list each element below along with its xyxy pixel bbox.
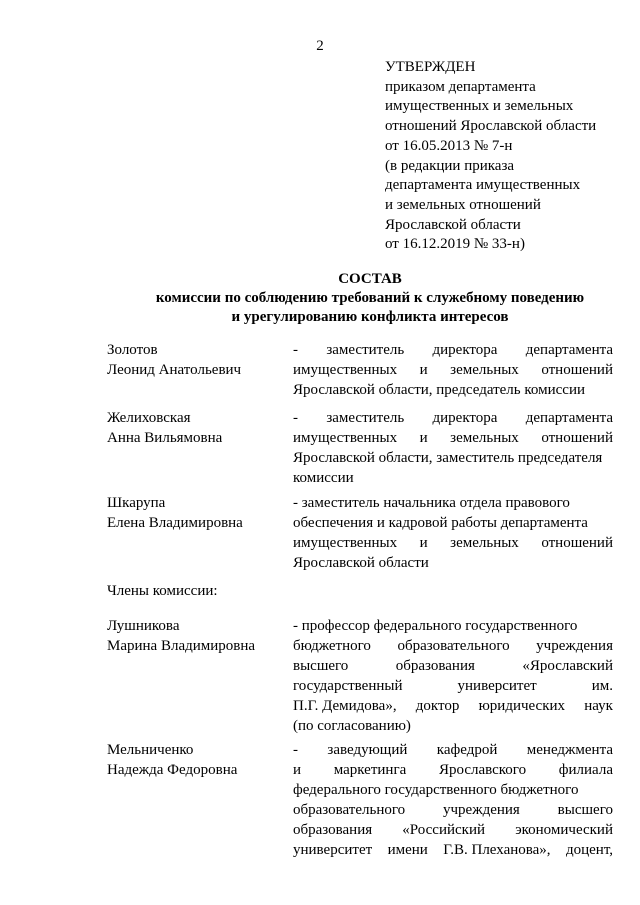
member-role (293, 740, 613, 860)
approval-line: Ярославской области (385, 216, 521, 233)
member-surname: Мельниченко (107, 742, 194, 758)
role-line: - заместитель директора департамента (293, 410, 613, 426)
heading-subtitle: комиссии по соблюдению требований к служебному поведению (155, 290, 585, 306)
role-line: комиссии (293, 470, 354, 486)
role-line: образования «Российский экономический (293, 822, 613, 838)
role-line: федерального государственного бюджетного (293, 782, 579, 798)
role-line: образовательного учреждения высшего (293, 802, 613, 818)
page-number: 2 (316, 38, 324, 54)
member-surname: Желиховская (107, 410, 191, 426)
member-role (293, 408, 613, 488)
member-given-names: Надежда Федоровна (107, 762, 238, 778)
role-line: государственный университет им. (293, 678, 613, 694)
role-line: имущественных и земельных отношений (293, 430, 613, 446)
member-surname: Золотов (107, 342, 158, 358)
role-line: университет имени Г.В. Плеханова», доцент, (293, 842, 613, 858)
document-heading (100, 270, 640, 327)
role-line: - заместитель директора департамента (293, 342, 613, 358)
member-given-names: Марина Владимировна (107, 638, 256, 654)
member-given-names: Анна Вильямовна (107, 430, 223, 446)
member-role (293, 616, 613, 736)
role-line: бюджетного образовательного учреждения (293, 638, 613, 654)
role-line: и маркетинга Ярославского филиала (293, 762, 613, 778)
role-line: имущественных и земельных отношений (293, 362, 613, 378)
approval-line: приказом департамента (385, 78, 536, 95)
member-name (107, 493, 277, 533)
role-line: высшего образования «Ярославский (293, 658, 613, 674)
approval-line: (в редакции приказа (385, 157, 515, 174)
role-line: Ярославской области, председатель комиссии (293, 382, 586, 398)
role-line: Ярославской области (293, 555, 429, 571)
approval-line: департамента имущественных (385, 177, 581, 194)
member-role (293, 340, 613, 400)
heading-title: СОСТАВ (338, 271, 402, 287)
member-surname: Лушникова (107, 618, 180, 634)
role-line: (по согласованию) (293, 718, 411, 734)
approval-line: от 16.12.2019 № 33-н) (385, 236, 525, 253)
approval-line: отношений Ярославской области (385, 118, 597, 135)
member-name (107, 408, 277, 448)
member-name (107, 616, 277, 656)
approval-line: от 16.05.2013 № 7-н (385, 137, 513, 154)
role-line: - заведующий кафедрой менеджмента (293, 742, 613, 758)
member-surname: Шкарупа (107, 495, 166, 511)
member-given-names: Елена Владимировна (107, 515, 243, 531)
approval-stamp (385, 58, 625, 255)
approval-line: УТВЕРЖДЕН (385, 59, 476, 75)
member-name (107, 340, 277, 380)
role-line: - профессор федерального государственного (293, 618, 578, 634)
approval-line: и земельных отношений (385, 196, 541, 213)
member-name (107, 740, 277, 780)
section-label: Члены комиссии: (107, 583, 218, 599)
member-given-names: Леонид Анатольевич (107, 362, 242, 378)
approval-line: имущественных и земельных (385, 98, 574, 115)
heading-subtitle: и урегулированию конфликта интересов (231, 309, 509, 325)
role-line: - заместитель начальника отдела правового (293, 495, 570, 511)
role-line: П.Г. Демидова», доктор юридических наук (293, 698, 613, 714)
role-line: Ярославской области, заместитель председателя (293, 450, 603, 466)
role-line: имущественных и земельных отношений (293, 535, 613, 551)
member-role (293, 493, 613, 573)
role-line: обеспечения и кадровой работы департамента (293, 515, 588, 531)
